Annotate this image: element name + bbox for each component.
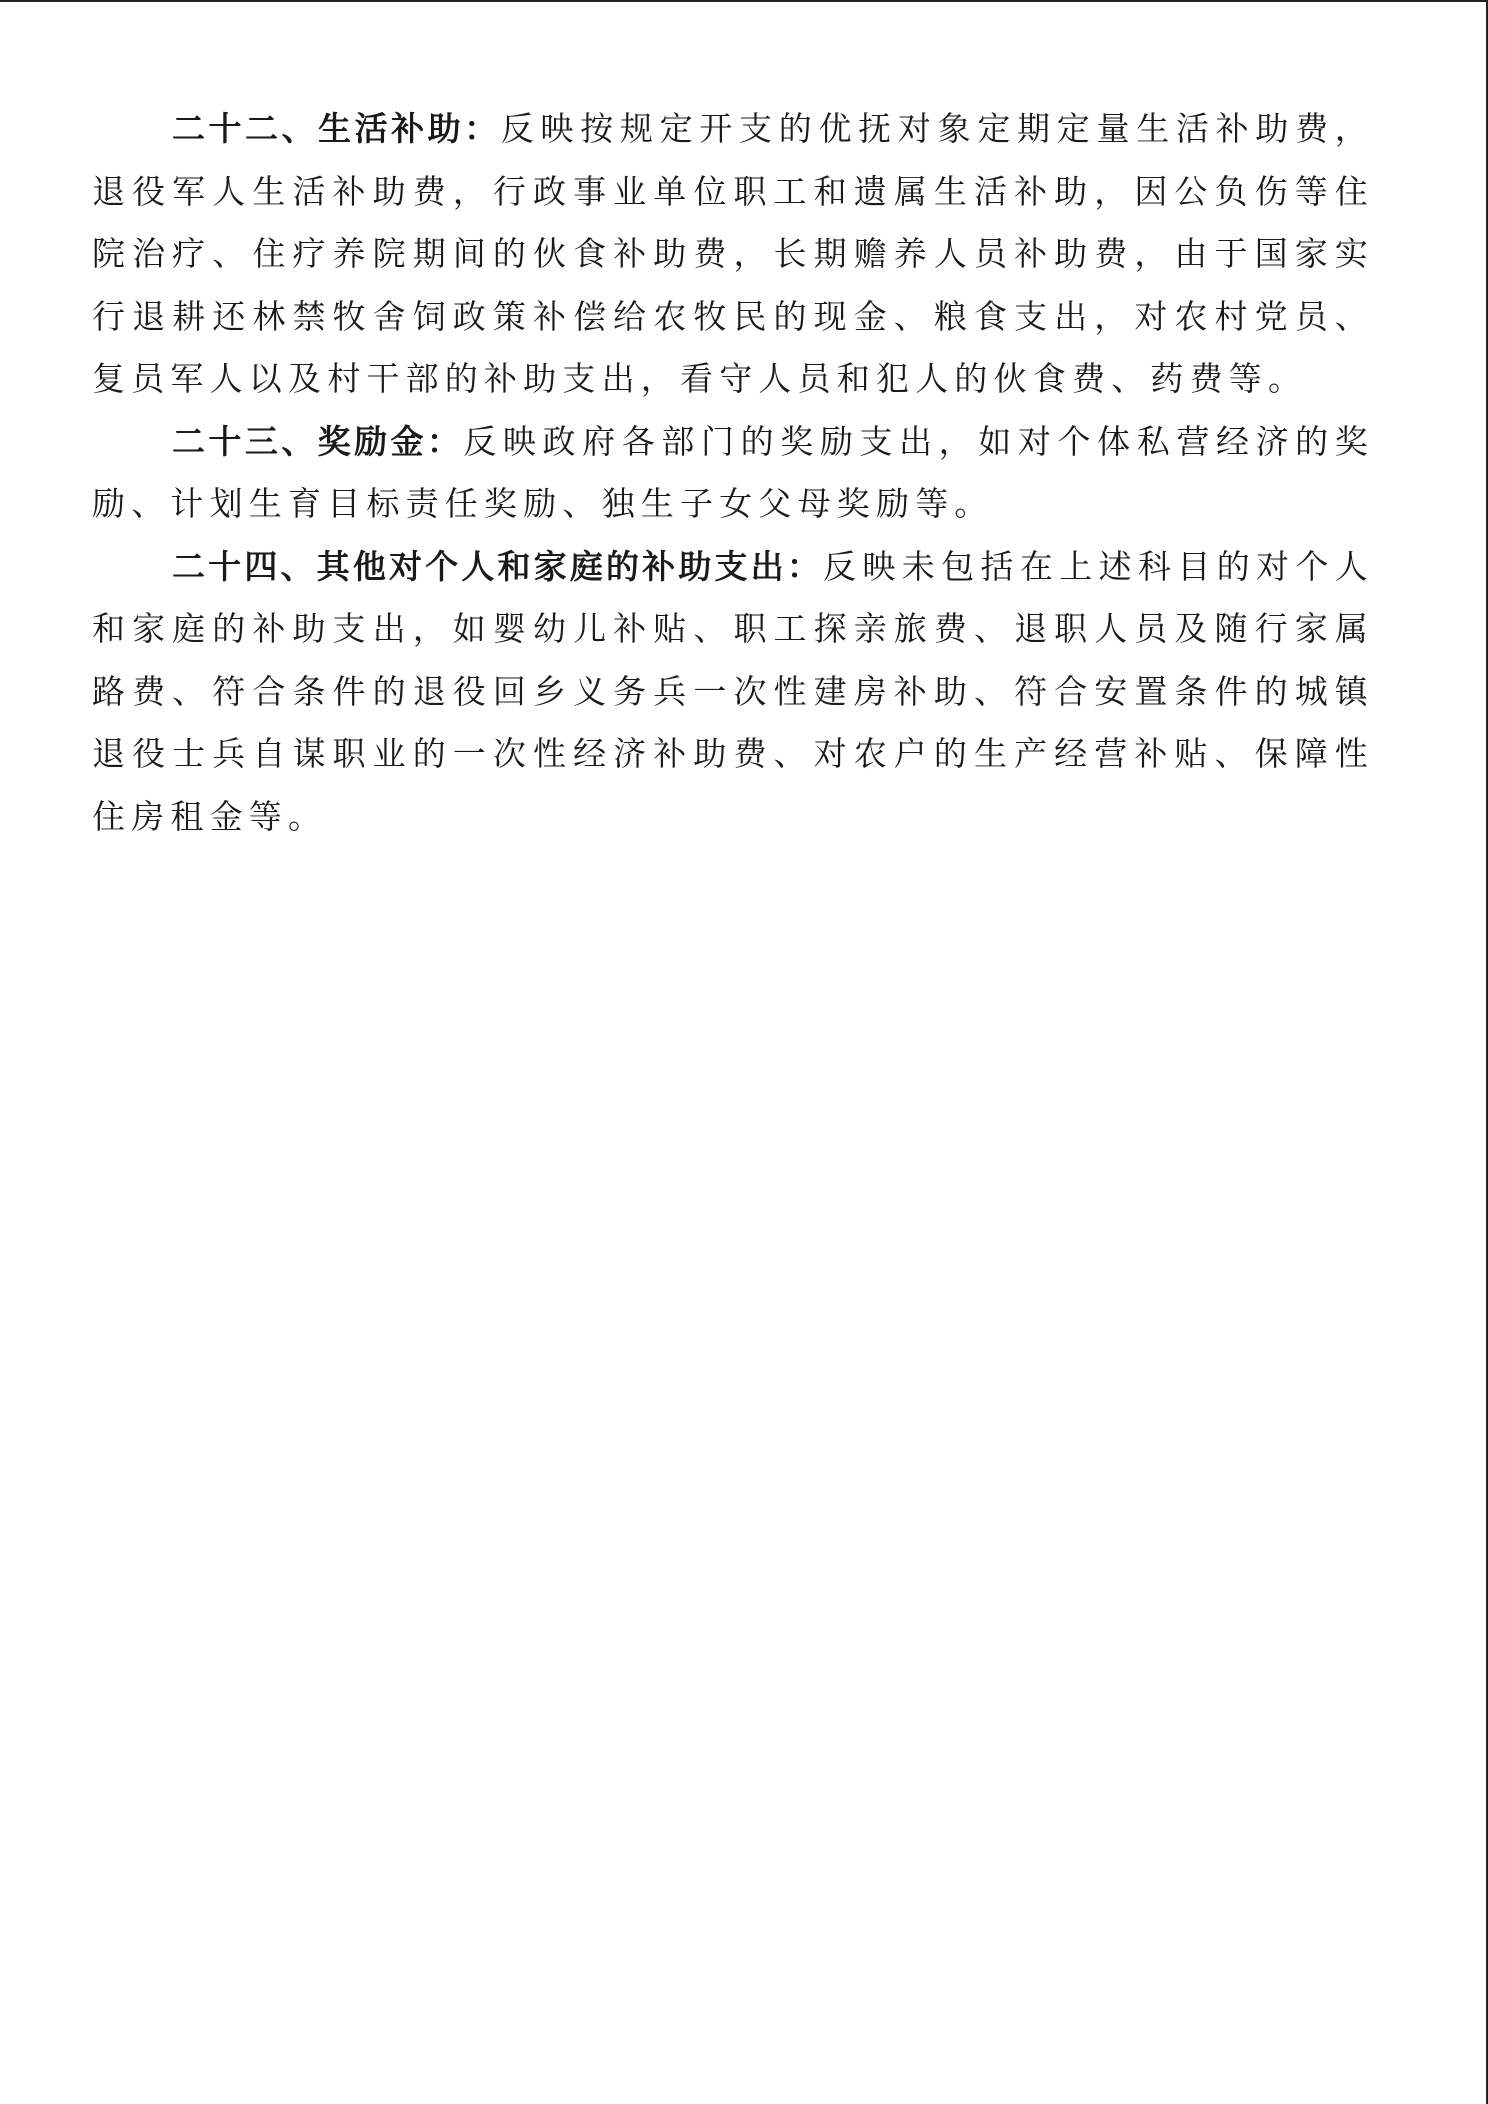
paragraph-other-subsidies (92, 536, 1374, 849)
page-border-top (0, 0, 1488, 2)
paragraph-living-subsidy (92, 98, 1374, 411)
paragraph-heading: 二十四、其他对个人和家庭的补助支出： (172, 546, 824, 586)
paragraph-body: 反映政府各部门的奖励支出，如对个体私营经济的奖励、计划生育目标责任奖励、独生子女父母奖励等。 (92, 421, 1374, 523)
paragraph-heading: 二十二、生活补助： (172, 109, 501, 148)
paragraph-reward-fund (92, 411, 1374, 536)
paragraph-body: 反映未包括在上述科目的对个人和家庭的补助支出，如婴幼儿补贴、职工探亲旅费、退职人员及随行家属路费、符合条件的退役回乡义务兵一次性建房补助、符合安置条件的城镇退役士兵自谋职业的一次性经济补助费、对农户的生产经营补贴、保障性住房租金等。 (92, 546, 1374, 836)
paragraph-heading: 二十三、奖励金： (172, 421, 464, 461)
document-page (92, 98, 1374, 848)
paragraph-body: 反映按规定开支的优抚对象定期定量生活补助费，退役军人生活补助费，行政事业单位职工和遗属生活补助，因公负伤等住院治疗、住疗养院期间的伙食补助费，长期赡养人员补助费，由于国家实行退耕还林禁牧舍饲政策补偿给农牧民的现金、粮食支出，对农村党员、复员军人以及村干部的补助支出，看守人员和犯人的伙食费、药费等。 (92, 109, 1375, 398)
